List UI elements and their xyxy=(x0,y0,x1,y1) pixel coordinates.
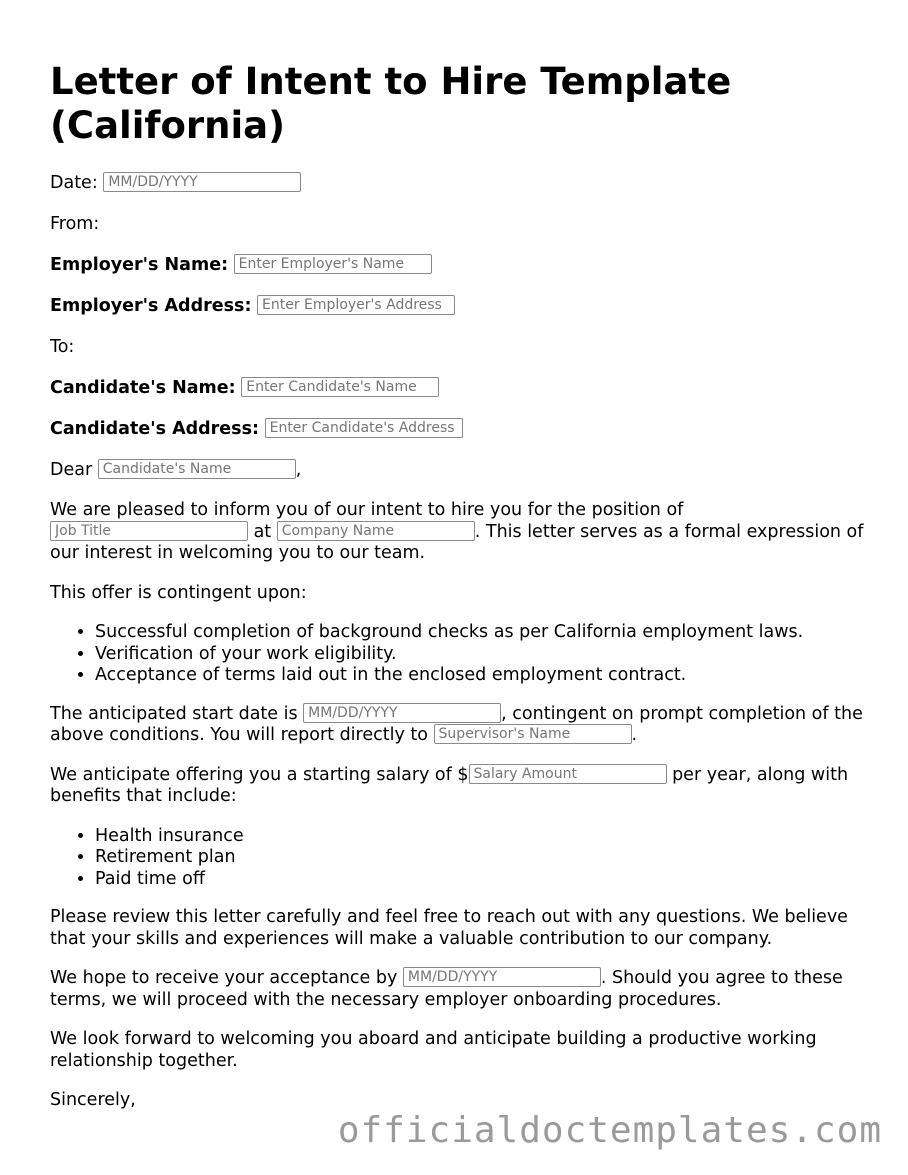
start-text-1: The anticipated start date is xyxy=(50,703,298,724)
list-item: • Verification of your work eligibility. xyxy=(95,644,870,666)
employer-name-label: Employer's Name: xyxy=(50,255,229,275)
supervisor-name-input[interactable] xyxy=(434,724,632,744)
intro-text-1: We are pleased to inform you of our intent to hire you for the position of xyxy=(50,500,684,520)
employer-address-input[interactable] xyxy=(257,295,455,315)
candidate-address-input[interactable] xyxy=(265,418,463,438)
closing-paragraph: We look forward to welcoming you aboard and anticipate building a productive working relationship together. xyxy=(50,1029,817,1071)
review-paragraph: Please review this letter carefully and feel free to reach out with any questions. We believe that your skills and experiences will make a valuable contribution to our company. xyxy=(50,907,848,949)
list-item: • Health insurance xyxy=(95,826,870,848)
salary-text-2: per year, along with benefits that include: xyxy=(50,764,849,806)
page-title: Letter of Intent to Hire Template (California) xyxy=(50,60,732,147)
dear-suffix: , xyxy=(295,460,302,480)
date-row xyxy=(50,172,870,195)
contingent-intro: This offer is contingent upon: xyxy=(50,582,307,603)
benefits-list xyxy=(50,826,870,891)
intro-at: at xyxy=(253,521,272,542)
conditions-list xyxy=(50,622,870,687)
list-item: • Successful completion of background checks as per California employment laws. xyxy=(95,622,870,644)
start-date-input[interactable] xyxy=(303,703,501,723)
candidate-name-input[interactable] xyxy=(241,377,439,397)
letter-document xyxy=(50,60,870,1130)
employer-name-row xyxy=(50,254,870,277)
acceptance-text-2: . Should you agree to these terms, we will proceed with the necessary employer onboarding procedures. xyxy=(50,968,843,1010)
to-label: To: xyxy=(50,337,75,357)
date-input[interactable] xyxy=(103,172,301,192)
start-text-2: , contingent on prompt completion of the above conditions. You will report directly to xyxy=(50,703,863,745)
sign-off: Sincerely, xyxy=(50,1090,136,1110)
candidate-address-row xyxy=(50,418,870,441)
candidate-address-label: Candidate's Address: xyxy=(50,419,260,439)
salutation xyxy=(50,459,870,482)
dear-prefix: Dear xyxy=(50,460,93,480)
list-item: • Acceptance of terms laid out in the enclosed employment contract. xyxy=(95,665,870,687)
date-label: Date: xyxy=(50,173,98,193)
salary-paragraph xyxy=(50,765,870,808)
company-name-input[interactable] xyxy=(277,521,475,541)
salary-text-1: We anticipate offering you a starting salary of $ xyxy=(50,764,469,785)
intro-paragraph xyxy=(50,500,870,565)
employer-name-input[interactable] xyxy=(234,254,432,274)
from-label: From: xyxy=(50,214,100,234)
salutation-name-input[interactable] xyxy=(98,459,296,479)
list-item: • Retirement plan xyxy=(95,847,870,869)
watermark: officialdoctemplates.com xyxy=(337,1110,882,1151)
acceptance-date-input[interactable] xyxy=(403,967,601,987)
start-date-paragraph xyxy=(50,704,870,747)
list-item: • Paid time off xyxy=(95,869,870,891)
start-text-3: . xyxy=(631,725,638,745)
acceptance-text-1: We hope to receive your acceptance by xyxy=(50,968,398,988)
salary-amount-input[interactable] xyxy=(469,764,667,784)
acceptance-paragraph xyxy=(50,968,870,1011)
candidate-name-row xyxy=(50,377,870,400)
intro-text-2: . This letter serves as a formal expression of our interest in welcoming you to our team. xyxy=(50,521,864,563)
employer-address-row xyxy=(50,295,870,318)
job-title-input[interactable] xyxy=(50,521,248,541)
employer-address-label: Employer's Address: xyxy=(50,296,252,316)
candidate-name-label: Candidate's Name: xyxy=(50,378,236,398)
